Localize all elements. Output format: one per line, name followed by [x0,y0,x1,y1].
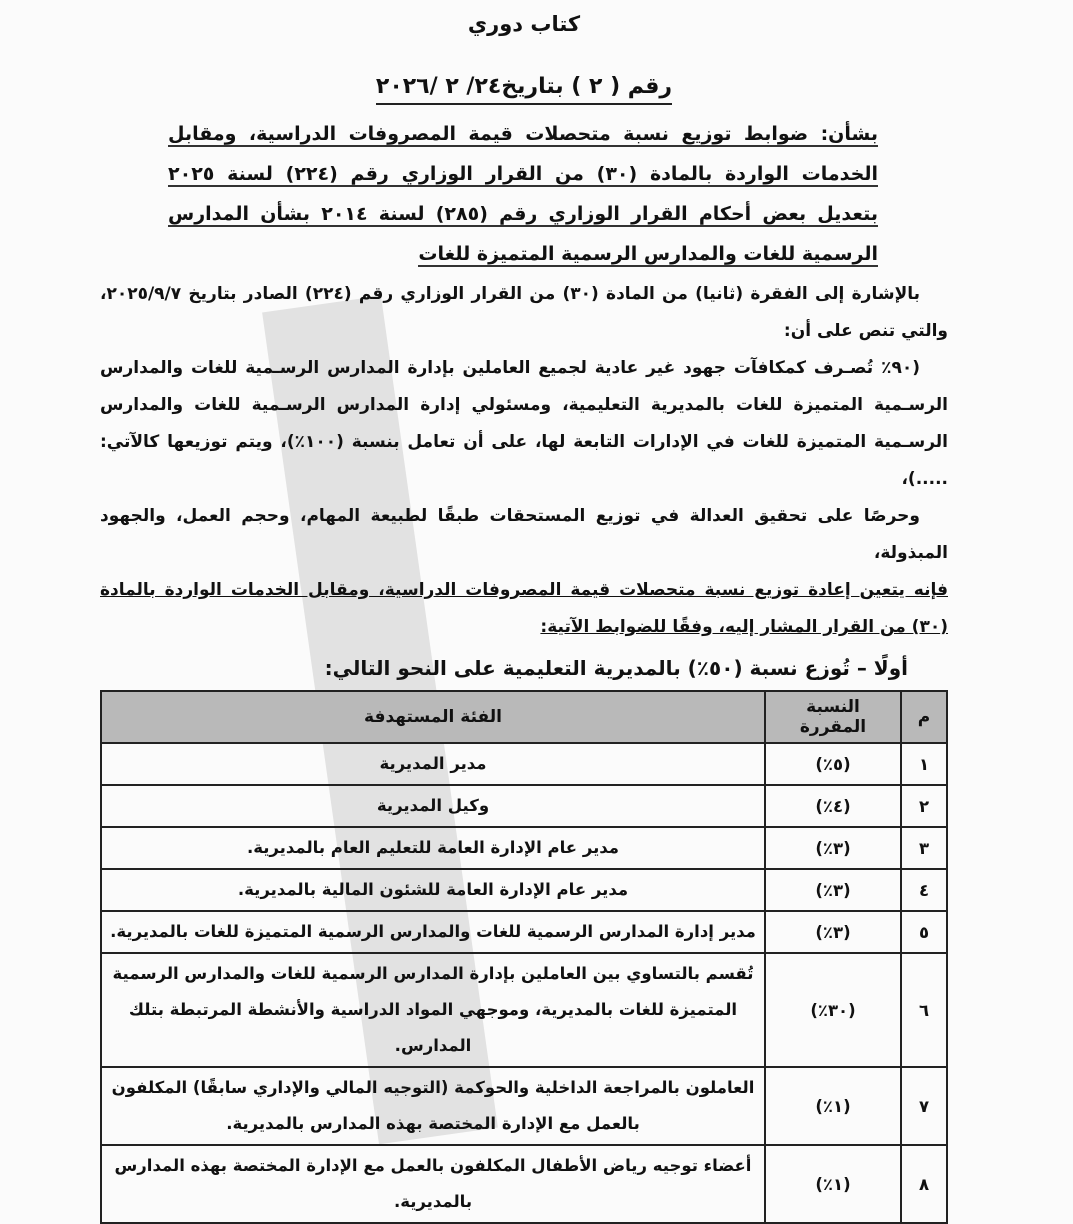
row-index: ٨ [901,1145,947,1223]
table-row [101,827,947,869]
row-category: مدير إدارة المدارس الرسمية للغات والمدارس الرسمية المتميزة للغات بالمديرية. [101,911,765,953]
row-category: مدير المديرية [101,743,765,785]
paragraph: فإنه يتعين إعادة توزيع نسبة متحصلات قيمة المصروفات الدراسية، ومقابل الخدمات الواردة بالمادة (٣٠) من القرار المشار إليه، وفقًا للضوابط الآتية: [100,580,948,637]
row-index: ٧ [901,1067,947,1145]
table-row [101,869,947,911]
header-category: الفئة المستهدفة [101,691,765,743]
section-heading: أولًا – تُوزع نسبة (٥٠٪) بالمديرية التعليمية على النحو التالي: [324,656,908,680]
paragraph: بالإشارة إلى الفقرة (ثانيا) من المادة (٣٠) من القرار الوزاري رقم (٢٢٤) الصادر بتاريخ ٢٠٢٥/٩/٧، والتي تنص على أن: [100,284,948,341]
row-category: مدير عام الإدارة العامة للشئون المالية بالمديرية. [101,869,765,911]
row-index: ٤ [901,869,947,911]
row-index: ٦ [901,953,947,1067]
row-category: تُقسم بالتساوي بين العاملين بإدارة المدارس الرسمية للغات والمدارس الرسمية المتميزة للغات بالمديرية، وموجهي المواد الدراسية والأنشطة المرتبطة بتلك المدارس. [101,953,765,1067]
row-percentage: (٥٪) [765,743,901,785]
header-index: م [901,691,947,743]
paragraph: وحرصًا على تحقيق العدالة في توزيع المستحقات طبقًا لطبيعة المهام، وحجم العمل، والجهود المبذولة، [100,506,948,563]
row-percentage: (٣٪) [765,911,901,953]
row-index: ٣ [901,827,947,869]
table-row [101,953,947,1067]
row-category: أعضاء توجيه رياض الأطفال المكلفون بالعمل مع الإدارة المختصة بهذه المدارس بالمديرية. [101,1145,765,1223]
row-index: ٢ [901,785,947,827]
row-percentage: (١٪) [765,1067,901,1145]
row-percentage: (٣٠٪) [765,953,901,1067]
document-number-date: رقم ( ٢ ) بتاريخ٢٤/ ٢ /٢٠٢٦ [376,74,672,105]
row-percentage: (١٪) [765,1145,901,1223]
document [100,0,948,1224]
row-category: وكيل المديرية [101,785,765,827]
table-row [101,911,947,953]
row-category: العاملون بالمراجعة الداخلية والحوكمة (التوجيه المالي والإداري سابقًا) المكلفون بالعمل مع الإدارة المختصة بهذه المدارس بالمديرية. [101,1067,765,1145]
body-text [100,276,948,646]
document-title: كتاب دوري [467,12,581,36]
row-index: ١ [901,743,947,785]
table-row [101,785,947,827]
row-index: ٥ [901,911,947,953]
row-percentage: (٤٪) [765,785,901,827]
header-percentage: النسبة المقررة [765,691,901,743]
distribution-table [100,690,948,1224]
table-row [101,1067,947,1145]
row-percentage: (٣٪) [765,869,901,911]
subject: بشأن: ضوابط توزيع نسبة متحصلات قيمة المصروفات الدراسية، ومقابل الخدمات الواردة بالمادة (٣٠) من القرار الوزاري رقم (٢٢٤) لسنة ٢٠٢٥ بتعديل بعض أحكام القرار الوزاري رقم (٢٨٥) لسنة ٢٠١٤ بشأن المدارس الرسمية للغات والمدارس الرسمية المتميزة للغات [168,123,878,265]
row-percentage: (٣٪) [765,827,901,869]
paragraph: (٩٠٪ تُصـرف كمكافآت جهود غير عادية لجميع العاملين بإدارة المدارس الرسـمية للغات والمدارس الرسـمية المتميزة للغات بالمديرية التعليمية، ومسئولي إدارة المدارس الرسـمية للغات والمدارس الرسـمية المتميزة للغات في الإدارات التابعة لها، على أن تعامل بنسبة (١٠٠٪)، ويتم توزيعها كالآتي: .....)، [100,358,948,489]
row-category: مدير عام الإدارة العامة للتعليم العام بالمديرية. [101,827,765,869]
table-row [101,743,947,785]
table-row [101,1145,947,1223]
